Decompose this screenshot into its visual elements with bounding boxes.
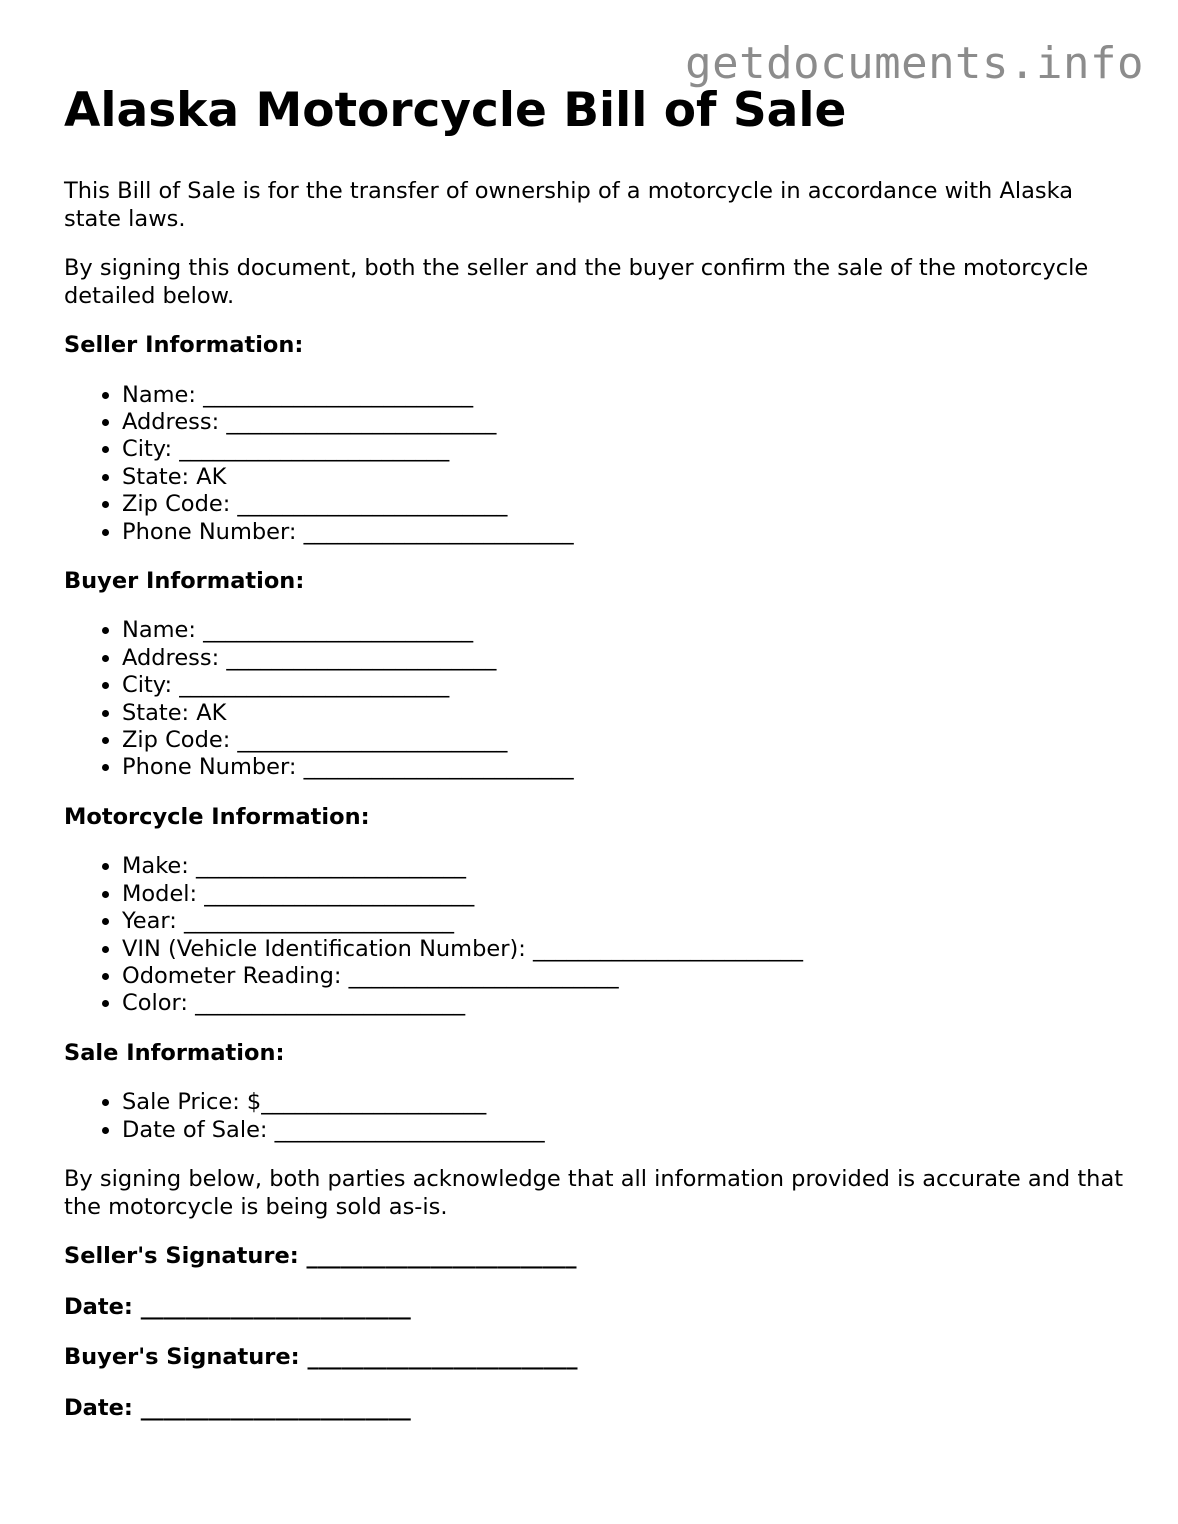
buyer-name-field: • Name: ________________________: [122, 617, 1124, 644]
buyer-zip-field: • Zip Code: ________________________: [122, 727, 1124, 754]
motorcycle-list: [64, 853, 1124, 1017]
motorcycle-model-field: • Model: ________________________: [122, 881, 1124, 908]
watermark: getdocuments.info: [685, 38, 1144, 89]
buyer-signature-line: Buyer's Signature: ________________________: [64, 1344, 578, 1371]
sale-list: [64, 1089, 1124, 1144]
motorcycle-odometer-field: • Odometer Reading: ________________________: [122, 963, 1124, 990]
seller-state-field: • State: AK: [122, 464, 1124, 491]
seller-zip-field: • Zip Code: ________________________: [122, 491, 1124, 518]
document: [64, 82, 1124, 1445]
buyer-phone-field: • Phone Number: ________________________: [122, 754, 1124, 781]
seller-address-field: • Address: ________________________: [122, 409, 1124, 436]
seller-phone-field: • Phone Number: ________________________: [122, 519, 1124, 546]
buyer-date-line: Date: ________________________: [64, 1394, 411, 1421]
buyer-city-field: • City: ________________________: [122, 672, 1124, 699]
buyer-heading: Buyer Information:: [64, 567, 305, 594]
motorcycle-color-field: • Color: ________________________: [122, 990, 1124, 1017]
seller-name-field: • Name: ________________________: [122, 382, 1124, 409]
sale-heading: Sale Information:: [64, 1039, 285, 1066]
seller-heading: Seller Information:: [64, 332, 304, 358]
sale-date-field: • Date of Sale: ________________________: [122, 1117, 1124, 1144]
seller-city-field: • City: ________________________: [122, 436, 1124, 463]
motorcycle-vin-field: • VIN (Vehicle Identification Number): ________________________: [122, 936, 1124, 963]
motorcycle-year-field: • Year: ________________________: [122, 908, 1124, 935]
seller-list: [64, 382, 1124, 546]
seller-signature-line: Seller's Signature: ________________________: [64, 1243, 577, 1270]
intro-paragraph: This Bill of Sale is for the transfer of ownership of a motorcycle in accordance with Alaska state laws.: [64, 178, 1074, 232]
page-title: Alaska Motorcycle Bill of Sale: [64, 83, 847, 138]
acknowledgement-paragraph: By signing below, both parties acknowledge that all information provided is accurate and that the motorcycle is being sold as-is.: [64, 1166, 1124, 1220]
motorcycle-heading: Motorcycle Information:: [64, 803, 370, 830]
intro-paragraph: By signing this document, both the seller and the buyer confirm the sale of the motorcycle detailed below.: [64, 255, 1089, 309]
seller-date-line: Date: ________________________: [64, 1293, 411, 1320]
buyer-address-field: • Address: ________________________: [122, 645, 1124, 672]
buyer-state-field: • State: AK: [122, 700, 1124, 727]
motorcycle-make-field: • Make: ________________________: [122, 853, 1124, 880]
sale-price-field: • Sale Price: $____________________: [122, 1089, 1124, 1116]
buyer-list: [64, 617, 1124, 781]
